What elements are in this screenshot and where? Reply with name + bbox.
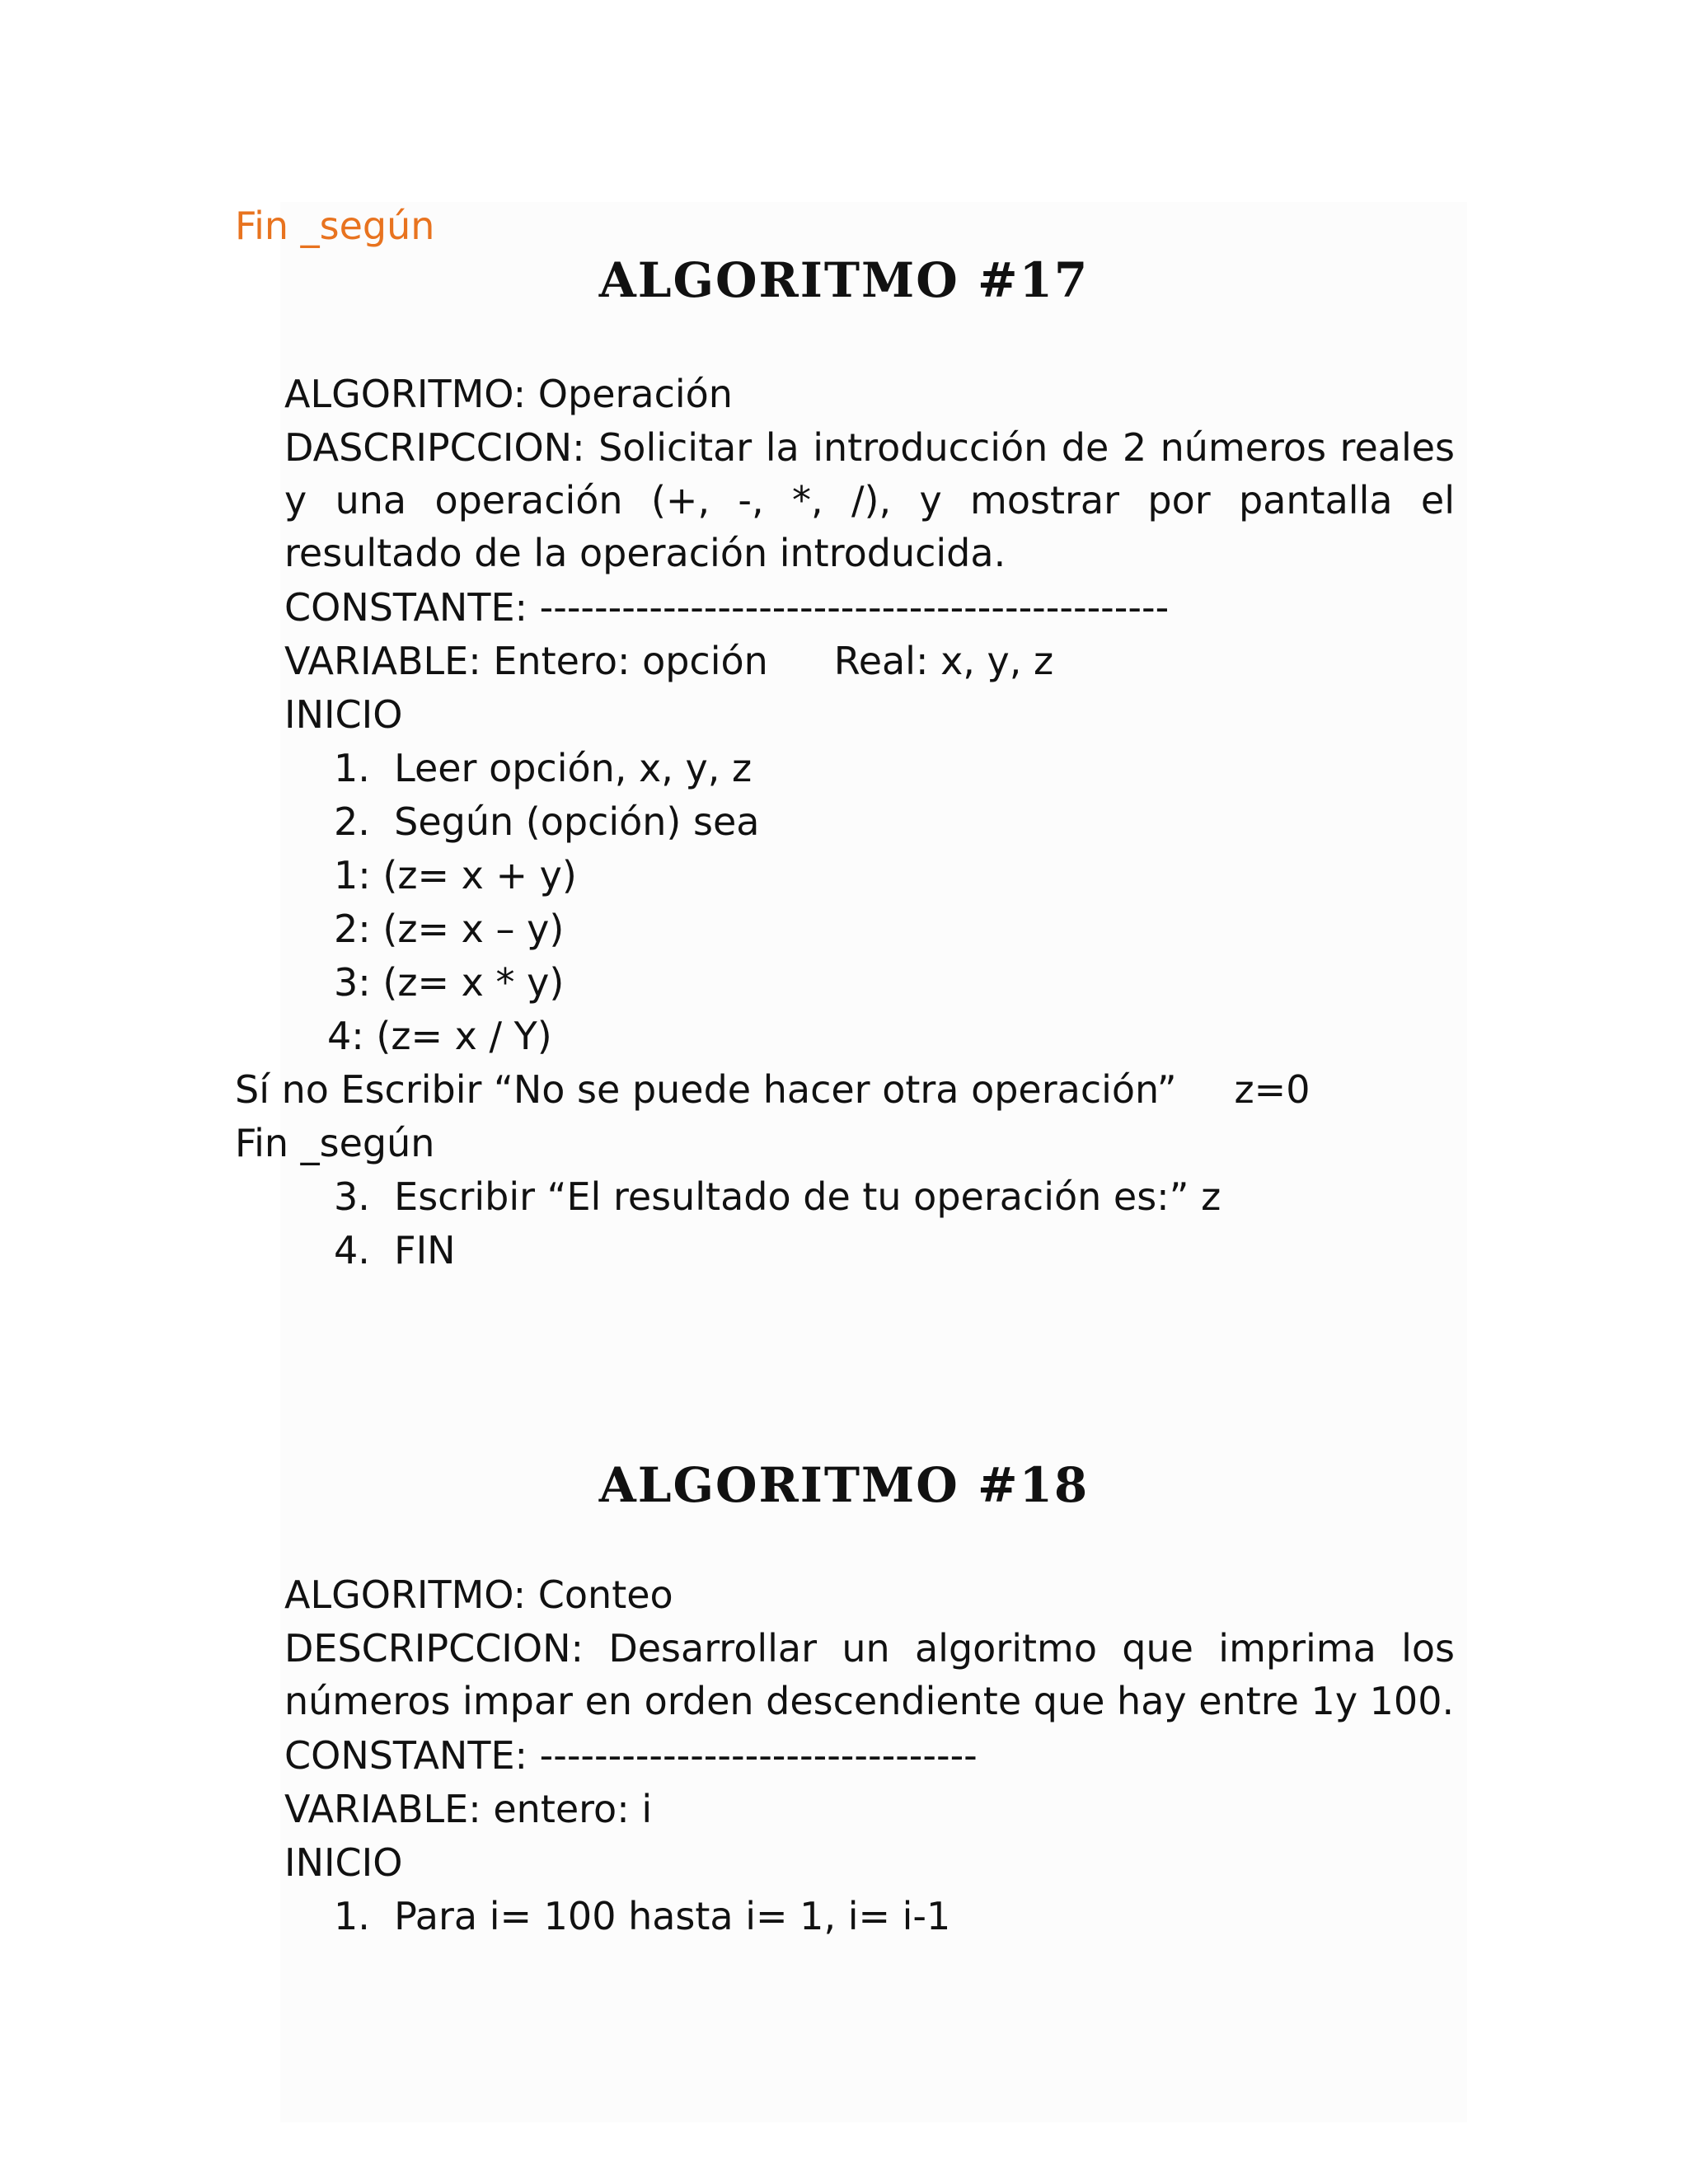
algoritmo17-caso-4: 4: (z= x / Y) [327, 1014, 552, 1058]
algoritmo17-caso-2: 2: (z= x – y) [334, 907, 565, 951]
sino-mensaje: Sí no Escribir “No se puede hacer otra operación” [235, 1067, 1177, 1112]
algoritmo17-variable [284, 635, 1053, 687]
algoritmo18-descripcion: DESCRIPCCION: Desarrollar un algoritmo que imprima los números impar en orden descendiente que hay entre 1y 100. [284, 1626, 1455, 1723]
top-fin-segun: Fin _según [235, 204, 435, 248]
algoritmo17-fin-segun: Fin _según [235, 1121, 435, 1165]
algoritmo17-paso-3: 3. Escribir “El resultado de tu operación es:” z [334, 1174, 1221, 1219]
algoritmo18-inicio: INICIO [284, 1840, 403, 1885]
heading-algoritmo-17: ALGORITMO #17 [598, 252, 1090, 308]
algoritmo18-constante: CONSTANTE: -------------------------------- [284, 1733, 978, 1778]
algoritmo17-nombre: ALGORITMO: Operación [284, 372, 733, 416]
algoritmo17-caso-1: 1: (z= x + y) [334, 853, 577, 898]
algoritmo17-inicio: INICIO [284, 692, 403, 737]
algoritmo17-paso-1: 1. Leer opción, x, y, z [334, 746, 753, 790]
variable-real: Real: x, y, z [833, 639, 1054, 683]
algoritmo18-variable: VARIABLE: entero: i [284, 1787, 653, 1831]
algoritmo17-constante: CONSTANTE: ---------------------------------------------- [284, 585, 1170, 630]
algoritmo17-descripcion: DASCRIPCCION: Solicitar la introducción de 2 números reales y una operación (+, -, *, /), y mostrar por pantalla el resultado de la operación introducida. [284, 425, 1455, 575]
algoritmo17-paso-4: 4. FIN [334, 1228, 456, 1272]
sino-valor: z=0 [1234, 1067, 1311, 1112]
variable-entero: VARIABLE: Entero: opción [284, 639, 768, 683]
algoritmo17-paso-2: 2. Según (opción) sea [334, 799, 760, 844]
algoritmo18-nombre: ALGORITMO: Conteo [284, 1572, 673, 1617]
algoritmo18-paso-1: 1. Para i= 100 hasta i= 1, i= i-1 [334, 1894, 951, 1938]
heading-algoritmo-18: ALGORITMO #18 [598, 1457, 1090, 1513]
algoritmo17-caso-3: 3: (z= x * y) [334, 960, 565, 1005]
algoritmo17-sino [235, 1063, 1311, 1116]
